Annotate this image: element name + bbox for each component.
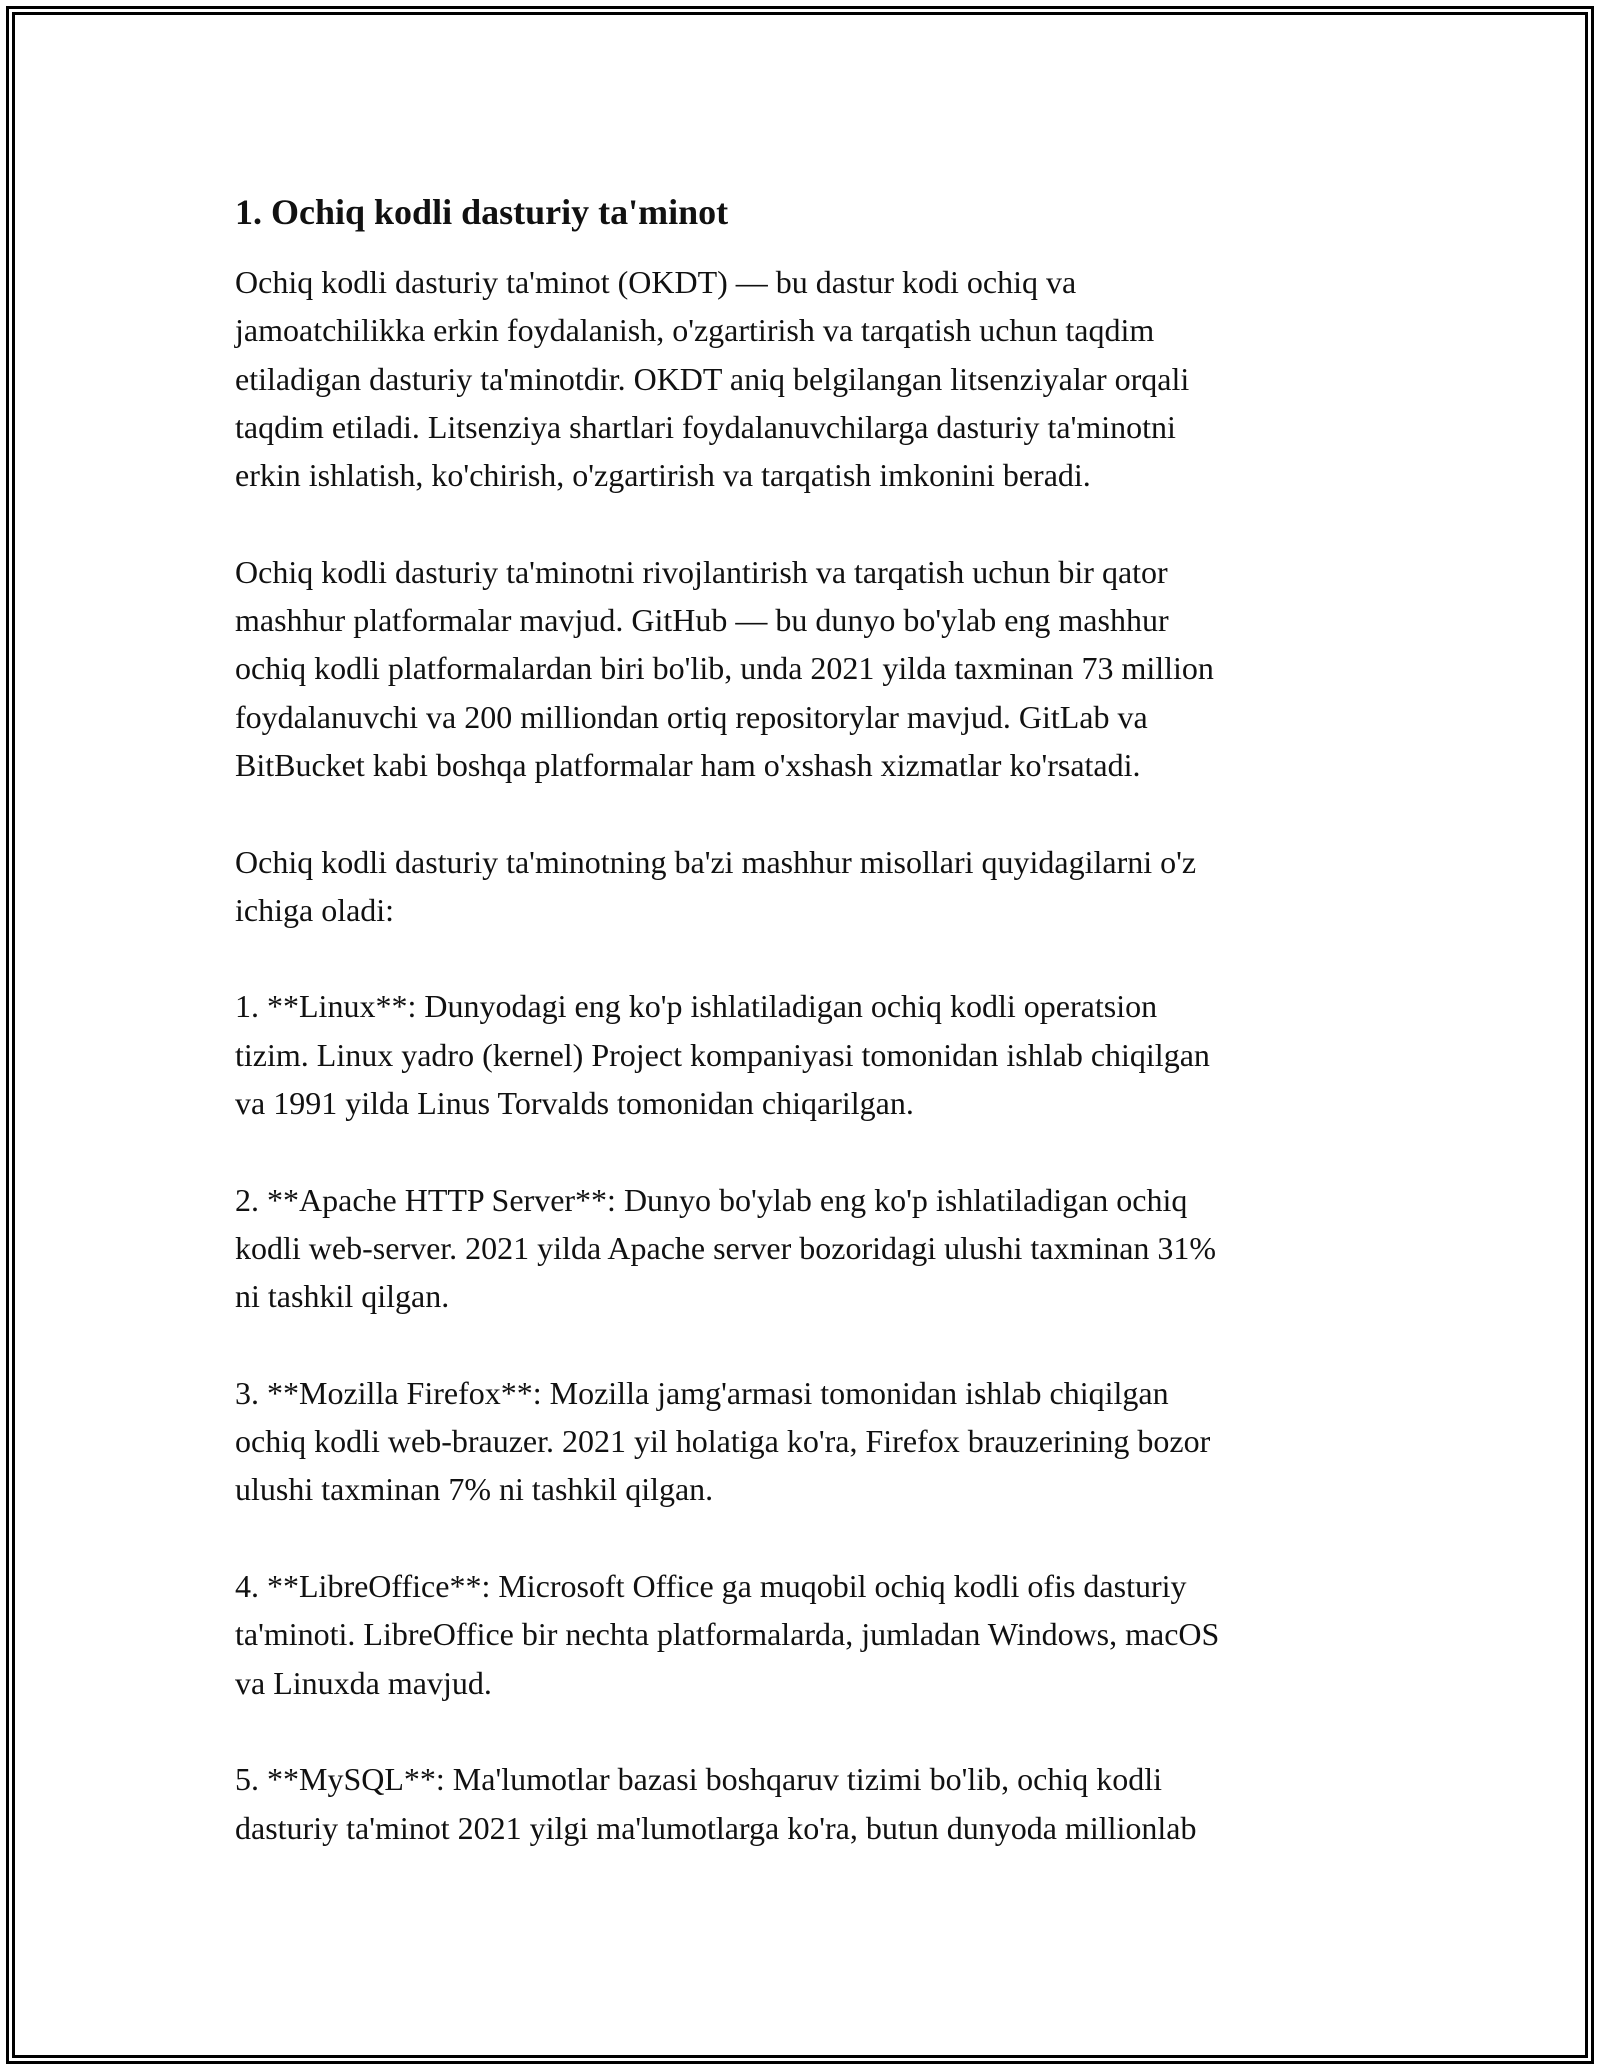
paragraph-examples-intro: Ochiq kodli dasturiy ta'minotning ba'zi mashhur misollari quyidagilarni o'z ichiga oladi: — [235, 843, 1197, 928]
document-title: 1. Ochiq kodli dasturiy ta'minot — [235, 192, 729, 232]
list-item-linux: 1. **Linux**: Dunyodagi eng ko'p ishlatiladigan ochiq kodli operatsion tizim. Linux yadro (kernel) Project kompaniyasi tomonidan ishlab chiqilgan va 1991 yilda Linus Torvalds tomonidan chiqarilgan. — [235, 988, 1210, 1122]
list-item-libreoffice: 4. **LibreOffice**: Microsoft Office ga muqobil ochiq kodli ofis dasturiy ta'minoti. LibreOffice bir nechta platformalarda, jumladan Windows, macOS va Linuxda mavjud. — [235, 1568, 1220, 1701]
document-body — [235, 188, 1375, 1852]
list-item-firefox: 3. **Mozilla Firefox**: Mozilla jamg'armasi tomonidan ishlab chiqilgan ochiq kodli web-brauzer. 2021 yil holatiga ko'ra, Firefox brauzerining bozor ulushi taxminan 7% ni tashkil qilgan. — [235, 1374, 1211, 1508]
list-item-mysql: 5. **MySQL**: Ma'lumotlar bazasi boshqaruv tizimi bo'lib, ochiq kodli dasturiy ta'minot 2021 yilgi ma'lumotlarga ko'ra, butun dunyoda millionlab — [235, 1761, 1197, 1846]
paragraph-platforms: Ochiq kodli dasturiy ta'minotni rivojlantirish va tarqatish uchun bir qator mashhur platformalar mavjud. GitHub — bu dunyo bo'ylab eng mashhur ochiq kodli platformalardan biri bo'lib, unda 2021 yilda taxminan 73 million foydalanuvchi va 200 milliondan ortiq repositorylar mavjud. GitLab va BitBucket kabi boshqa platformalar ham o'xshash xizmatlar ko'rsatadi. — [235, 553, 1214, 783]
list-item-apache: 2. **Apache HTTP Server**: Dunyo bo'ylab eng ko'p ishlatiladigan ochiq kodli web-server. 2021 yilda Apache server bozoridagi ulushi taxminan 31% ni tashkil qilgan. — [235, 1181, 1217, 1315]
paragraph-definition: Ochiq kodli dasturiy ta'minot (OKDT) — bu dastur kodi ochiq va jamoatchilikka erkin foydalanish, o'zgartirish va tarqatish uchun taqdim etiladigan dasturiy ta'minotdir. OKDT aniq belgilangan litsenziyalar orqali taqdim etiladi. Litsenziya shartlari foydalanuvchilarga dasturiy ta'minotni erkin ishlatish, ko'chirish, o'zgartirish va tarqatish imkonini beradi. — [235, 264, 1190, 494]
